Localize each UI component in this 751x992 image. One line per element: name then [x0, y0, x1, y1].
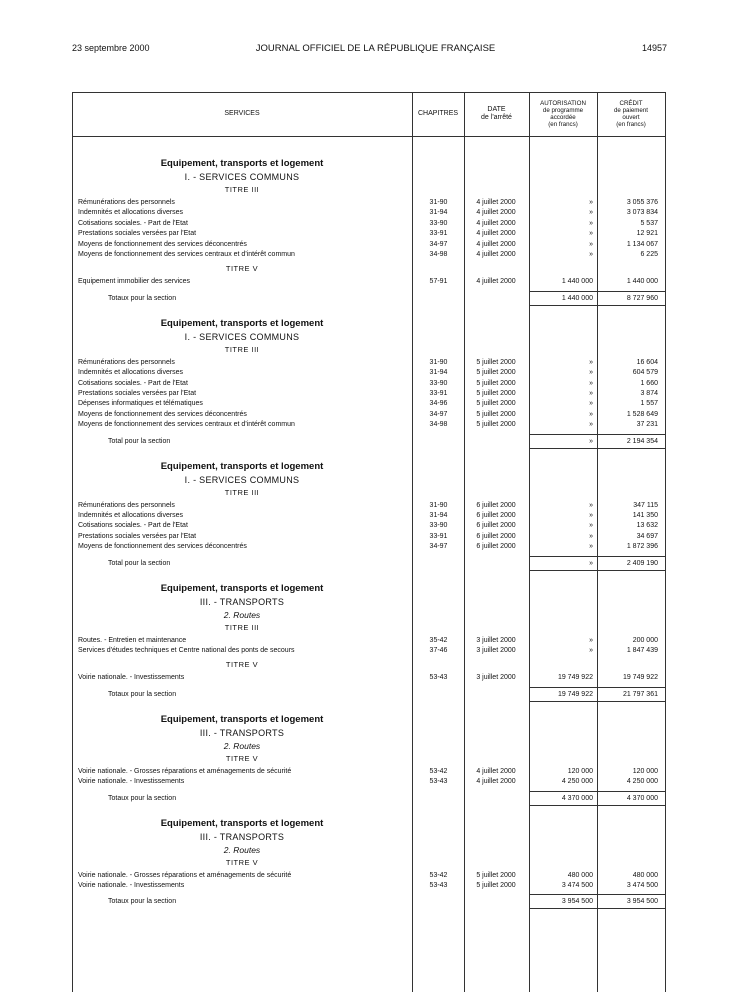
date-cell: 5 juillet 2000 — [476, 421, 516, 429]
total-rule — [529, 908, 597, 909]
service-label — [78, 777, 410, 787]
service-label — [78, 511, 410, 521]
autorisation-cell: 4 370 000 — [561, 794, 593, 802]
service-label — [78, 229, 410, 239]
total-rule — [529, 291, 597, 292]
autorisation-cell: » — [589, 369, 593, 377]
service-label-text: Voirie nationale. - Investissements — [78, 882, 185, 889]
table-row — [72, 219, 666, 229]
credit-cell: 1 528 649 — [626, 410, 658, 418]
autorisation-cell: » — [589, 251, 593, 258]
total-rule — [529, 570, 597, 571]
total-rule — [529, 894, 597, 895]
service-label-text: Totaux pour la section — [108, 898, 177, 906]
service-label-text: Equipement immobilier des services — [78, 278, 191, 286]
credit-cell: 6 225 — [640, 251, 658, 258]
table-row — [72, 389, 666, 399]
date-cell: 6 juillet 2000 — [476, 512, 516, 519]
chapitre-cell: 33-90 — [429, 379, 448, 387]
credit-cell: 37 231 — [636, 421, 658, 429]
autorisation-cell: 1 440 000 — [561, 294, 593, 302]
service-label — [78, 532, 410, 542]
table-row — [72, 871, 666, 881]
date-cell: 4 juillet 2000 — [476, 219, 516, 227]
date-cell: 4 juillet 2000 — [476, 209, 516, 217]
date-cell: 5 juillet 2000 — [476, 871, 516, 879]
section-subtitle: 2. Routes — [223, 844, 261, 855]
service-label-text: Voirie nationale. - Investissements — [78, 778, 185, 786]
credit-cell: 3 874 — [640, 390, 658, 397]
total-rule — [597, 291, 665, 292]
date-cell: 4 juillet 2000 — [476, 767, 516, 775]
date-cell: 5 juillet 2000 — [476, 400, 516, 408]
date-cell: 6 juillet 2000 — [476, 501, 516, 509]
service-label-text: Dépenses informatiques et télématiques — [78, 400, 203, 408]
credit-cell: 19 749 922 — [622, 674, 658, 682]
section-title: Equipement, transports et logement — [160, 713, 324, 725]
chapitre-cell: 53-42 — [429, 871, 448, 879]
titre-heading: TITRE V — [225, 264, 259, 274]
service-label-text: Rémunérations des personnels — [78, 501, 175, 509]
section-subtitle: 2. Routes — [223, 740, 261, 751]
service-label-text: Totaux pour la section — [108, 690, 177, 698]
autorisation-cell: » — [589, 199, 593, 206]
service-label — [108, 294, 410, 304]
total-rule — [597, 556, 665, 557]
service-label — [78, 646, 410, 656]
credit-cell: 5 537 — [640, 219, 658, 227]
titre-heading: TITRE III — [224, 185, 260, 194]
chapitre-cell: 31-94 — [429, 369, 448, 377]
service-label-text: Moyens de fonctionnement des services déconcentrés — [78, 240, 247, 248]
chapitre-cell: 33-90 — [429, 219, 448, 227]
chapitre-cell: 34-97 — [429, 240, 448, 248]
date-cell: 4 juillet 2000 — [476, 230, 516, 238]
total-rule — [529, 448, 597, 449]
table-row — [72, 420, 666, 430]
chapitre-cell: 33-91 — [429, 230, 448, 238]
service-label-text: Totaux pour la section — [108, 794, 177, 802]
service-label-text: Total pour la section — [108, 437, 171, 445]
autorisation-cell: » — [589, 647, 593, 654]
section-title: Equipement, transports et logement — [160, 460, 324, 472]
service-label-text: Moyens de fonctionnement des services centraux et d'intérêt commun — [78, 421, 295, 429]
service-label — [78, 198, 410, 208]
credit-cell: 480 000 — [632, 871, 658, 879]
service-label-text: Rémunérations des personnels — [78, 358, 175, 366]
total-rule — [597, 448, 665, 449]
titre-heading: TITRE V — [225, 660, 259, 670]
table-row — [72, 358, 666, 368]
service-label-text: Voirie nationale. - Grosses réparations et aménagements de sécurité — [78, 767, 292, 775]
service-label — [78, 871, 410, 881]
credit-cell: 12 921 — [636, 230, 658, 238]
allocation-table — [72, 92, 666, 992]
service-label — [78, 277, 410, 287]
header-title: JOURNAL OFFICIEL DE LA RÉPUBLIQUE FRANÇAISE — [255, 43, 496, 54]
service-label — [78, 501, 410, 511]
autorisation-cell: » — [589, 437, 593, 445]
autorisation-cell: » — [589, 240, 593, 248]
autorisation-cell: » — [589, 421, 593, 429]
column-header-chapitres: CHAPITRES — [417, 110, 459, 117]
service-label — [78, 399, 410, 409]
chapitre-cell: 35-42 — [429, 636, 448, 644]
table-row — [72, 501, 666, 511]
table-row — [72, 777, 666, 787]
service-label-text: Routes. - Entretien et maintenance — [78, 636, 187, 644]
date-cell: 3 juillet 2000 — [476, 647, 516, 654]
total-rule — [597, 687, 665, 688]
service-label — [78, 358, 410, 368]
section-title: Equipement, transports et logement — [160, 817, 324, 829]
credit-cell: 3 954 500 — [626, 898, 658, 906]
service-label — [78, 636, 410, 646]
column-header-date: DATE de l'arrêté — [481, 106, 512, 121]
autorisation-cell: » — [589, 219, 593, 227]
section-subtitle: I. - SERVICES COMMUNS — [184, 172, 300, 182]
service-label-text: Services d'études techniques et Centre national des ponts de secours — [78, 647, 295, 654]
service-label-text: Prestations sociales versées par l'Etat — [78, 390, 197, 397]
credit-cell: 34 697 — [636, 532, 658, 540]
service-label-text: Totaux pour la section — [108, 294, 177, 302]
service-label — [78, 368, 410, 378]
service-label — [78, 881, 410, 891]
service-label-text: Prestations sociales versées par l'Etat — [78, 532, 197, 540]
service-label-text: Cotisations sociales. - Part de l'Etat — [78, 522, 188, 530]
credit-cell: 604 579 — [632, 369, 658, 377]
total-rule — [597, 791, 665, 792]
date-cell: 6 juillet 2000 — [476, 532, 516, 540]
table-row — [72, 542, 666, 552]
chapitre-cell: 31-90 — [429, 199, 448, 206]
credit-cell: 13 632 — [636, 522, 658, 530]
service-label — [78, 379, 410, 389]
table-row — [72, 521, 666, 531]
date-cell: 4 juillet 2000 — [476, 278, 516, 286]
table-row — [72, 636, 666, 646]
page-number: 14957 — [641, 43, 667, 53]
total-rule — [597, 434, 665, 435]
service-label-text: Indemnités et allocations diverses — [78, 209, 184, 217]
credit-cell: 2 409 190 — [626, 559, 658, 567]
service-label — [78, 542, 410, 552]
date-cell: 4 juillet 2000 — [476, 240, 516, 248]
chapitre-cell: 31-94 — [429, 209, 448, 217]
service-label — [108, 559, 410, 569]
column-header-services: SERVICES — [224, 110, 260, 117]
service-label — [78, 219, 410, 229]
service-label — [78, 240, 410, 250]
credit-cell: 1 660 — [640, 379, 658, 387]
table-row — [72, 379, 666, 389]
section-title: Equipement, transports et logement — [160, 158, 324, 169]
service-label — [78, 410, 410, 420]
service-label-text: Cotisations sociales. - Part de l'Etat — [78, 379, 188, 387]
service-label — [108, 437, 410, 447]
date-cell: 6 juillet 2000 — [476, 543, 516, 551]
column-header-autorisation: AUTORISATION de programme accordée (en francs) — [540, 100, 586, 128]
credit-cell: 4 250 000 — [626, 778, 658, 786]
section-subtitle: I. - SERVICES COMMUNS — [184, 331, 300, 342]
total-rule — [529, 805, 597, 806]
service-label — [108, 897, 410, 907]
table-row — [72, 410, 666, 420]
date-cell: 4 juillet 2000 — [476, 778, 516, 786]
header-date: 23 septembre 2000 — [72, 43, 150, 53]
total-rule — [529, 687, 597, 688]
credit-cell: 347 115 — [633, 501, 658, 509]
autorisation-cell: » — [589, 209, 593, 217]
table-row — [72, 250, 666, 260]
service-label-text: Total pour la section — [108, 559, 171, 567]
chapitre-cell: 33-91 — [429, 532, 448, 540]
credit-cell: 120 000 — [632, 767, 658, 775]
chapitre-cell: 33-90 — [429, 522, 448, 530]
table-row — [72, 511, 666, 521]
service-label-text: Voirie nationale. - Investissements — [78, 674, 185, 682]
date-cell: 5 juillet 2000 — [476, 390, 516, 397]
credit-cell: 141 350 — [632, 512, 658, 519]
service-label-text: Voirie nationale. - Grosses réparations et aménagements de sécurité — [78, 871, 292, 879]
chapitre-cell: 34-97 — [429, 543, 448, 551]
service-label — [78, 521, 410, 531]
autorisation-cell: » — [589, 390, 593, 397]
date-cell: 5 juillet 2000 — [476, 379, 516, 387]
total-row — [72, 294, 666, 304]
total-rule — [529, 305, 597, 306]
credit-cell: 21 797 361 — [622, 690, 658, 698]
total-rule — [529, 701, 597, 702]
service-label — [78, 767, 410, 777]
autorisation-cell: » — [589, 543, 593, 551]
autorisation-cell: 19 749 922 — [557, 674, 593, 682]
service-label — [78, 673, 410, 683]
table-row — [72, 240, 666, 250]
date-cell: 3 juillet 2000 — [476, 674, 516, 682]
column-header-credit: CRÉDIT de paiement ouvert (en francs) — [613, 100, 649, 128]
autorisation-cell: 120 000 — [567, 767, 593, 775]
chapitre-cell: 31-90 — [429, 358, 448, 366]
table-row — [72, 399, 666, 409]
chapitre-cell: 53-43 — [429, 882, 448, 889]
service-label-text: Moyens de fonctionnement des services déconcentrés — [78, 543, 247, 551]
date-cell: 6 juillet 2000 — [476, 522, 516, 530]
chapitre-cell: 53-43 — [429, 778, 448, 786]
service-label-text: Prestations sociales versées par l'Etat — [78, 230, 197, 238]
credit-cell: 1 134 067 — [626, 240, 658, 248]
autorisation-cell: » — [589, 532, 593, 540]
credit-cell: 16 604 — [636, 358, 658, 366]
credit-cell: 200 000 — [632, 636, 658, 644]
service-label-text: Moyens de fonctionnement des services déconcentrés — [78, 410, 247, 418]
total-rule — [529, 434, 597, 435]
service-label — [108, 794, 410, 804]
chapitre-cell: 34-97 — [429, 410, 448, 418]
section-subtitle: III. - TRANSPORTS — [199, 831, 285, 842]
autorisation-cell: » — [589, 501, 593, 509]
total-rule — [597, 908, 665, 909]
titre-heading: TITRE III — [224, 344, 260, 354]
credit-cell: 3 055 376 — [626, 199, 658, 206]
total-row — [72, 437, 666, 447]
section-title: Equipement, transports et logement — [160, 582, 324, 594]
credit-cell: 4 370 000 — [626, 794, 658, 802]
service-label — [108, 690, 410, 700]
date-cell: 5 juillet 2000 — [476, 358, 516, 366]
autorisation-cell: » — [589, 636, 593, 644]
service-label — [78, 208, 410, 218]
autorisation-cell: » — [589, 230, 593, 238]
date-cell: 5 juillet 2000 — [476, 369, 516, 377]
date-cell: 4 juillet 2000 — [476, 251, 516, 258]
table-row — [72, 368, 666, 378]
chapitre-cell: 34-96 — [429, 400, 448, 408]
chapitre-cell: 31-94 — [429, 512, 448, 519]
titre-heading: TITRE III — [224, 622, 260, 632]
autorisation-cell: » — [589, 358, 593, 366]
total-row — [72, 897, 666, 907]
autorisation-cell: 4 250 000 — [561, 778, 593, 786]
table-row — [72, 208, 666, 218]
titre-heading: TITRE V — [225, 753, 259, 763]
autorisation-cell: » — [589, 512, 593, 519]
section-subtitle: III. - TRANSPORTS — [199, 596, 285, 607]
total-rule — [597, 305, 665, 306]
autorisation-cell: 3 954 500 — [561, 898, 593, 906]
table-row — [72, 767, 666, 777]
service-label — [78, 389, 410, 399]
total-rule — [597, 701, 665, 702]
chapitre-cell: 31-90 — [429, 501, 448, 509]
credit-cell: 1 557 — [640, 400, 658, 408]
table-row — [72, 229, 666, 239]
table-row — [72, 198, 666, 208]
autorisation-cell: » — [589, 400, 593, 408]
total-rule — [597, 894, 665, 895]
service-label — [78, 250, 410, 260]
service-label-text: Cotisations sociales. - Part de l'Etat — [78, 219, 188, 227]
autorisation-cell: » — [589, 379, 593, 387]
autorisation-cell: 19 749 922 — [557, 690, 593, 698]
autorisation-cell: » — [589, 559, 593, 567]
credit-cell: 3 073 834 — [626, 209, 658, 217]
credit-cell: 1 440 000 — [626, 278, 658, 286]
credit-cell: 2 194 354 — [626, 437, 658, 445]
autorisation-cell: » — [589, 522, 593, 530]
table-row — [72, 881, 666, 891]
credit-cell: 1 847 439 — [626, 647, 658, 654]
autorisation-cell: » — [589, 410, 593, 418]
chapitre-cell: 53-42 — [429, 767, 448, 775]
section-title: Equipement, transports et logement — [160, 317, 324, 329]
chapitre-cell: 37-46 — [429, 647, 448, 654]
chapitre-cell: 34-98 — [429, 251, 448, 258]
total-rule — [597, 805, 665, 806]
service-label-text: Moyens de fonctionnement des services centraux et d'intérêt commun — [78, 251, 295, 258]
autorisation-cell: 480 000 — [567, 871, 593, 879]
service-label — [78, 420, 410, 430]
table-header-rule — [72, 136, 666, 137]
total-rule — [597, 570, 665, 571]
total-rule — [529, 556, 597, 557]
credit-cell: 3 474 500 — [626, 882, 658, 889]
service-label-text: Indemnités et allocations diverses — [78, 512, 184, 519]
total-row — [72, 794, 666, 804]
total-row — [72, 559, 666, 569]
service-label-text: Indemnités et allocations diverses — [78, 369, 184, 377]
section-subtitle: I. - SERVICES COMMUNS — [184, 474, 300, 485]
table-row — [72, 532, 666, 542]
date-cell: 5 juillet 2000 — [476, 410, 516, 418]
autorisation-cell: 1 440 000 — [561, 278, 593, 286]
section-subtitle: III. - TRANSPORTS — [199, 727, 285, 738]
autorisation-cell: 3 474 500 — [561, 882, 593, 889]
credit-cell: 8 727 960 — [626, 294, 658, 302]
chapitre-cell: 33-91 — [429, 390, 448, 397]
chapitre-cell: 34-98 — [429, 421, 448, 429]
chapitre-cell: 57-91 — [429, 278, 448, 286]
credit-cell: 1 872 396 — [626, 543, 658, 551]
titre-heading: TITRE III — [224, 487, 260, 497]
table-row — [72, 673, 666, 683]
table-row — [72, 646, 666, 656]
chapitre-cell: 53-43 — [429, 674, 448, 682]
service-label-text: Rémunérations des personnels — [78, 199, 175, 206]
titre-heading: TITRE V — [225, 857, 259, 867]
section-subtitle: 2. Routes — [223, 609, 261, 620]
total-row — [72, 690, 666, 700]
total-rule — [529, 791, 597, 792]
date-cell: 5 juillet 2000 — [476, 882, 516, 889]
date-cell: 4 juillet 2000 — [476, 199, 516, 206]
date-cell: 3 juillet 2000 — [476, 636, 516, 644]
table-row — [72, 277, 666, 287]
